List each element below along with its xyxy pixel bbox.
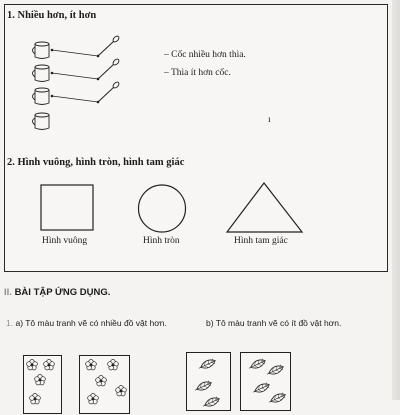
triangle-shape: [226, 182, 304, 234]
cup-icon: [33, 65, 50, 82]
match-dot: [97, 78, 100, 81]
exercise-a-number: 1.: [6, 318, 14, 328]
stray-mark: ı: [268, 115, 271, 125]
match-dot: [51, 95, 54, 98]
cup-icon: [33, 88, 50, 105]
square-shape: [40, 184, 96, 232]
exercise-a-text: a) Tô màu tranh vẽ có nhiều đồ vật hơn.: [15, 318, 167, 328]
match-line: [52, 73, 98, 79]
section2-title: 2. Hình vuông, hình tròn, hình tam giác: [7, 157, 185, 168]
spoon-icon: [98, 35, 120, 56]
leaf-frame-right[interactable]: [240, 352, 292, 412]
circle-shape: [137, 184, 189, 236]
comparison-line-2: – Thìa ít hơn cốc.: [164, 68, 231, 78]
cup-icon: [33, 113, 50, 130]
spoon-icon: [98, 58, 120, 79]
match-line: [52, 50, 98, 56]
match-dot: [97, 55, 100, 58]
flower-frame-right[interactable]: [79, 355, 131, 415]
match-line: [52, 96, 98, 102]
comparison-line-1: – Cốc nhiều hơn thìa.: [164, 50, 246, 60]
circle-label: Hình tròn: [143, 236, 180, 246]
cup-icon: [33, 42, 50, 59]
section3-heading: [4, 287, 110, 298]
match-dot: [97, 101, 100, 104]
section3-number: II.: [4, 287, 12, 298]
section1-title: 1. Nhiều hơn, ít hơn: [7, 10, 97, 21]
flower-frame-left[interactable]: [23, 355, 63, 415]
square-label: Hình vuông: [42, 236, 88, 246]
spoon-icon: [98, 81, 120, 102]
exercise-a: [6, 318, 167, 328]
page-gutter: [392, 0, 400, 400]
section3-title: BÀI TẬP ỨNG DỤNG.: [14, 287, 111, 298]
match-dot: [51, 72, 54, 75]
exercise-b: b) Tô màu tranh vẽ có ít đồ vật hơn.: [206, 318, 342, 328]
triangle-label: Hình tam giác: [234, 236, 288, 246]
cups-and-spoons-illustration: [30, 35, 160, 140]
leaf-frame-left[interactable]: [186, 352, 232, 412]
match-dot: [51, 49, 54, 52]
